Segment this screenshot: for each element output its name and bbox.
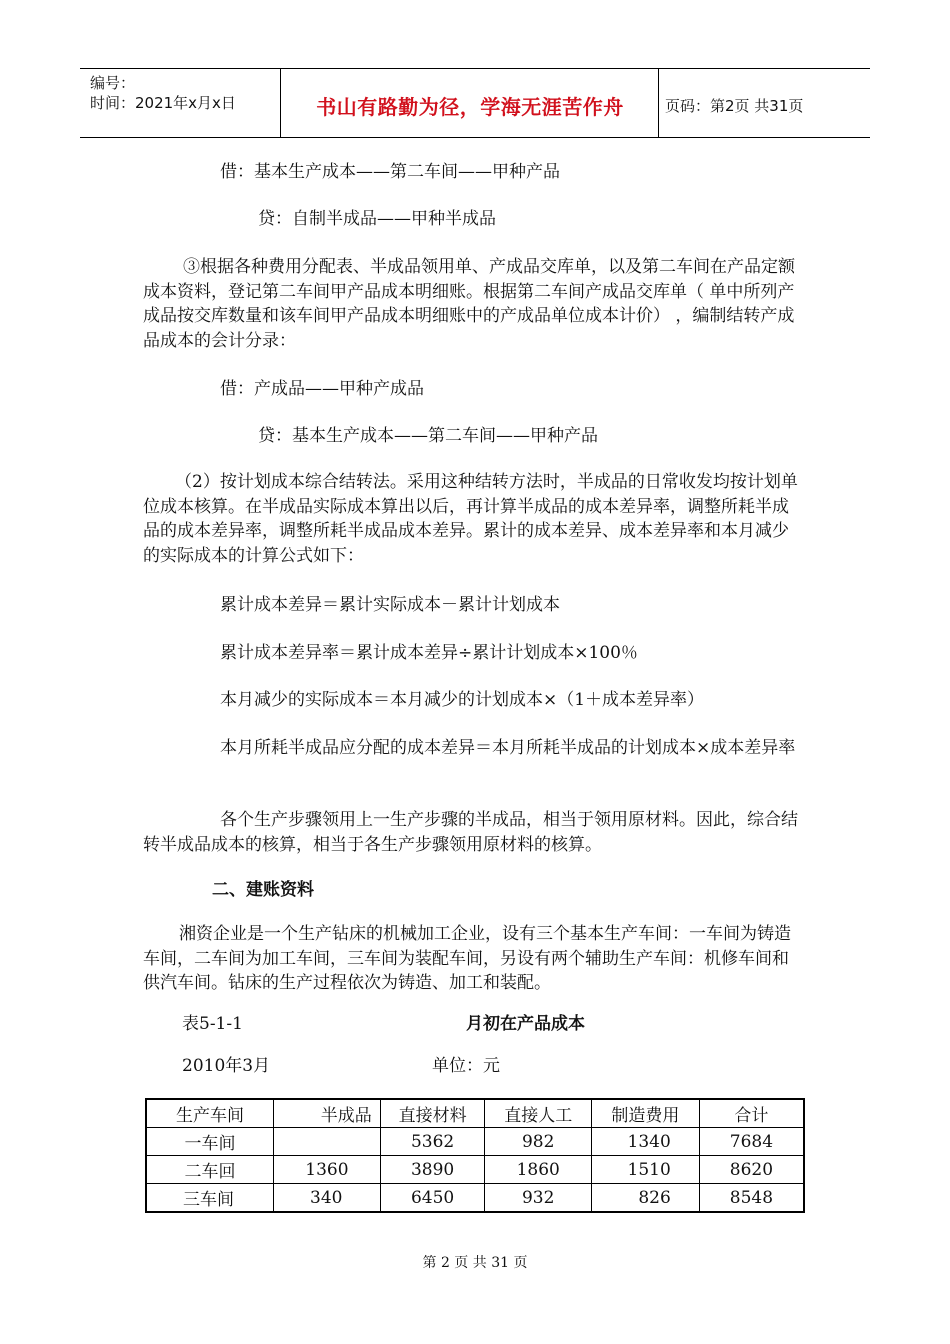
table-date: 2010年3月 — [182, 1056, 271, 1076]
table-number: 表5-1-1 — [182, 1014, 243, 1034]
table-cell: 1510 — [592, 1156, 700, 1184]
table-cell: 5362 — [380, 1128, 485, 1156]
table-cell: 8548 — [699, 1184, 804, 1213]
entry2-debit: 借：产成品——甲种产成品 — [220, 379, 424, 399]
entry2-credit: 贷：基本生产成本——第二车间——甲种产品 — [258, 426, 598, 446]
table-cell: 二车回 — [146, 1156, 274, 1184]
header-divider — [658, 69, 659, 137]
section-title: 二、建账资料 — [212, 880, 314, 900]
table-unit: 单位：元 — [432, 1056, 500, 1076]
table-cell: 三车间 — [146, 1184, 274, 1213]
date-label: 时间：2021年x月x日 — [90, 94, 236, 112]
table-title: 月初在产品成本 — [466, 1014, 585, 1034]
formula-allocated-difference: 本月所耗半成品应分配的成本差异＝本月所耗半成品的计划成本×成本差异率 — [220, 738, 796, 758]
page-label: 页码：第2页 共31页 — [665, 97, 804, 115]
table-cell: 8620 — [699, 1156, 804, 1184]
header-cell: 直接人工 — [485, 1099, 592, 1128]
formula-cumulative-difference: 累计成本差异＝累计实际成本－累计计划成本 — [220, 595, 560, 615]
table-cell: 340 — [274, 1184, 381, 1213]
table-row — [146, 1156, 804, 1184]
page-footer: 第 2 页 共 31 页 — [422, 1255, 528, 1271]
table-header-row — [146, 1099, 804, 1128]
number-label: 编号： — [90, 74, 136, 92]
paragraph-method: （2）按计划成本综合结转法。采用这种结转方法时，半成品的日常收发均按计划单位成本核算。在半成品实际成本算出以后，再计算半成品的成本差异率，调整所耗半成品的成本差异率，调整所耗半成品成本差异。累计的成本差异、成本差异率和本月减少的实际成本的计算公式如下： — [143, 472, 798, 566]
table-cell: 1860 — [485, 1156, 592, 1184]
table-cell: 一车间 — [146, 1128, 274, 1156]
motto: 书山有路勤为径，学海无涯苦作舟 — [316, 95, 624, 119]
entry1-credit: 贷：自制半成品——甲种半成品 — [258, 209, 496, 229]
table-cell: 6450 — [380, 1184, 485, 1213]
table-row — [146, 1128, 804, 1156]
table-cell: 7684 — [699, 1128, 804, 1156]
header-cell: 制造费用 — [592, 1099, 700, 1128]
table-cell: 1360 — [274, 1156, 381, 1184]
cost-table — [145, 1098, 805, 1213]
paragraph-step3: ③根据各种费用分配表、半成品领用单、产成品交库单，以及第二车间在产品定额成本资料，登记第二车间甲产品成本明细账。根据第二车间产成品交库单（ 单中所列产成品按交库数量和该车间甲产品成本明细账中的产成品单位成本计价） ，编制结转产成品成本的会计分录： — [143, 257, 795, 351]
header-cell: 生产车间 — [146, 1099, 274, 1128]
table-cell — [274, 1128, 381, 1156]
table-cell: 982 — [485, 1128, 592, 1156]
table-cell: 1340 — [592, 1128, 700, 1156]
formula-actual-cost: 本月减少的实际成本＝本月减少的计划成本×（1＋成本差异率） — [220, 690, 705, 710]
table-row — [146, 1184, 804, 1213]
header-cell: 直接材料 — [380, 1099, 485, 1128]
table-cell: 932 — [485, 1184, 592, 1213]
page-header — [80, 68, 870, 138]
table-cell: 826 — [592, 1184, 700, 1213]
header-left — [90, 73, 236, 113]
header-cell: 合计 — [699, 1099, 804, 1128]
paragraph-steps: 各个生产步骤领用上一生产步骤的半成品，相当于领用原材料。因此，综合结转半成品成本的核算，相当于各生产步骤领用原材料的核算。 — [143, 810, 798, 855]
formula-difference-rate: 累计成本差异率＝累计成本差异÷累计计划成本×100％ — [220, 643, 638, 663]
header-cell: 半成品 — [274, 1099, 381, 1128]
table-cell: 3890 — [380, 1156, 485, 1184]
entry1-debit: 借：基本生产成本——第二车间——甲种产品 — [220, 162, 560, 182]
paragraph-company: 湘资企业是一个生产钻床的机械加工企业，设有三个基本生产车间：一车间为铸造车间，二车间为加工车间，三车间为装配车间，另设有两个辅助生产车间：机修车间和供汽车间。钻床的生产过程依次为铸造、加工和装配。 — [143, 924, 791, 993]
